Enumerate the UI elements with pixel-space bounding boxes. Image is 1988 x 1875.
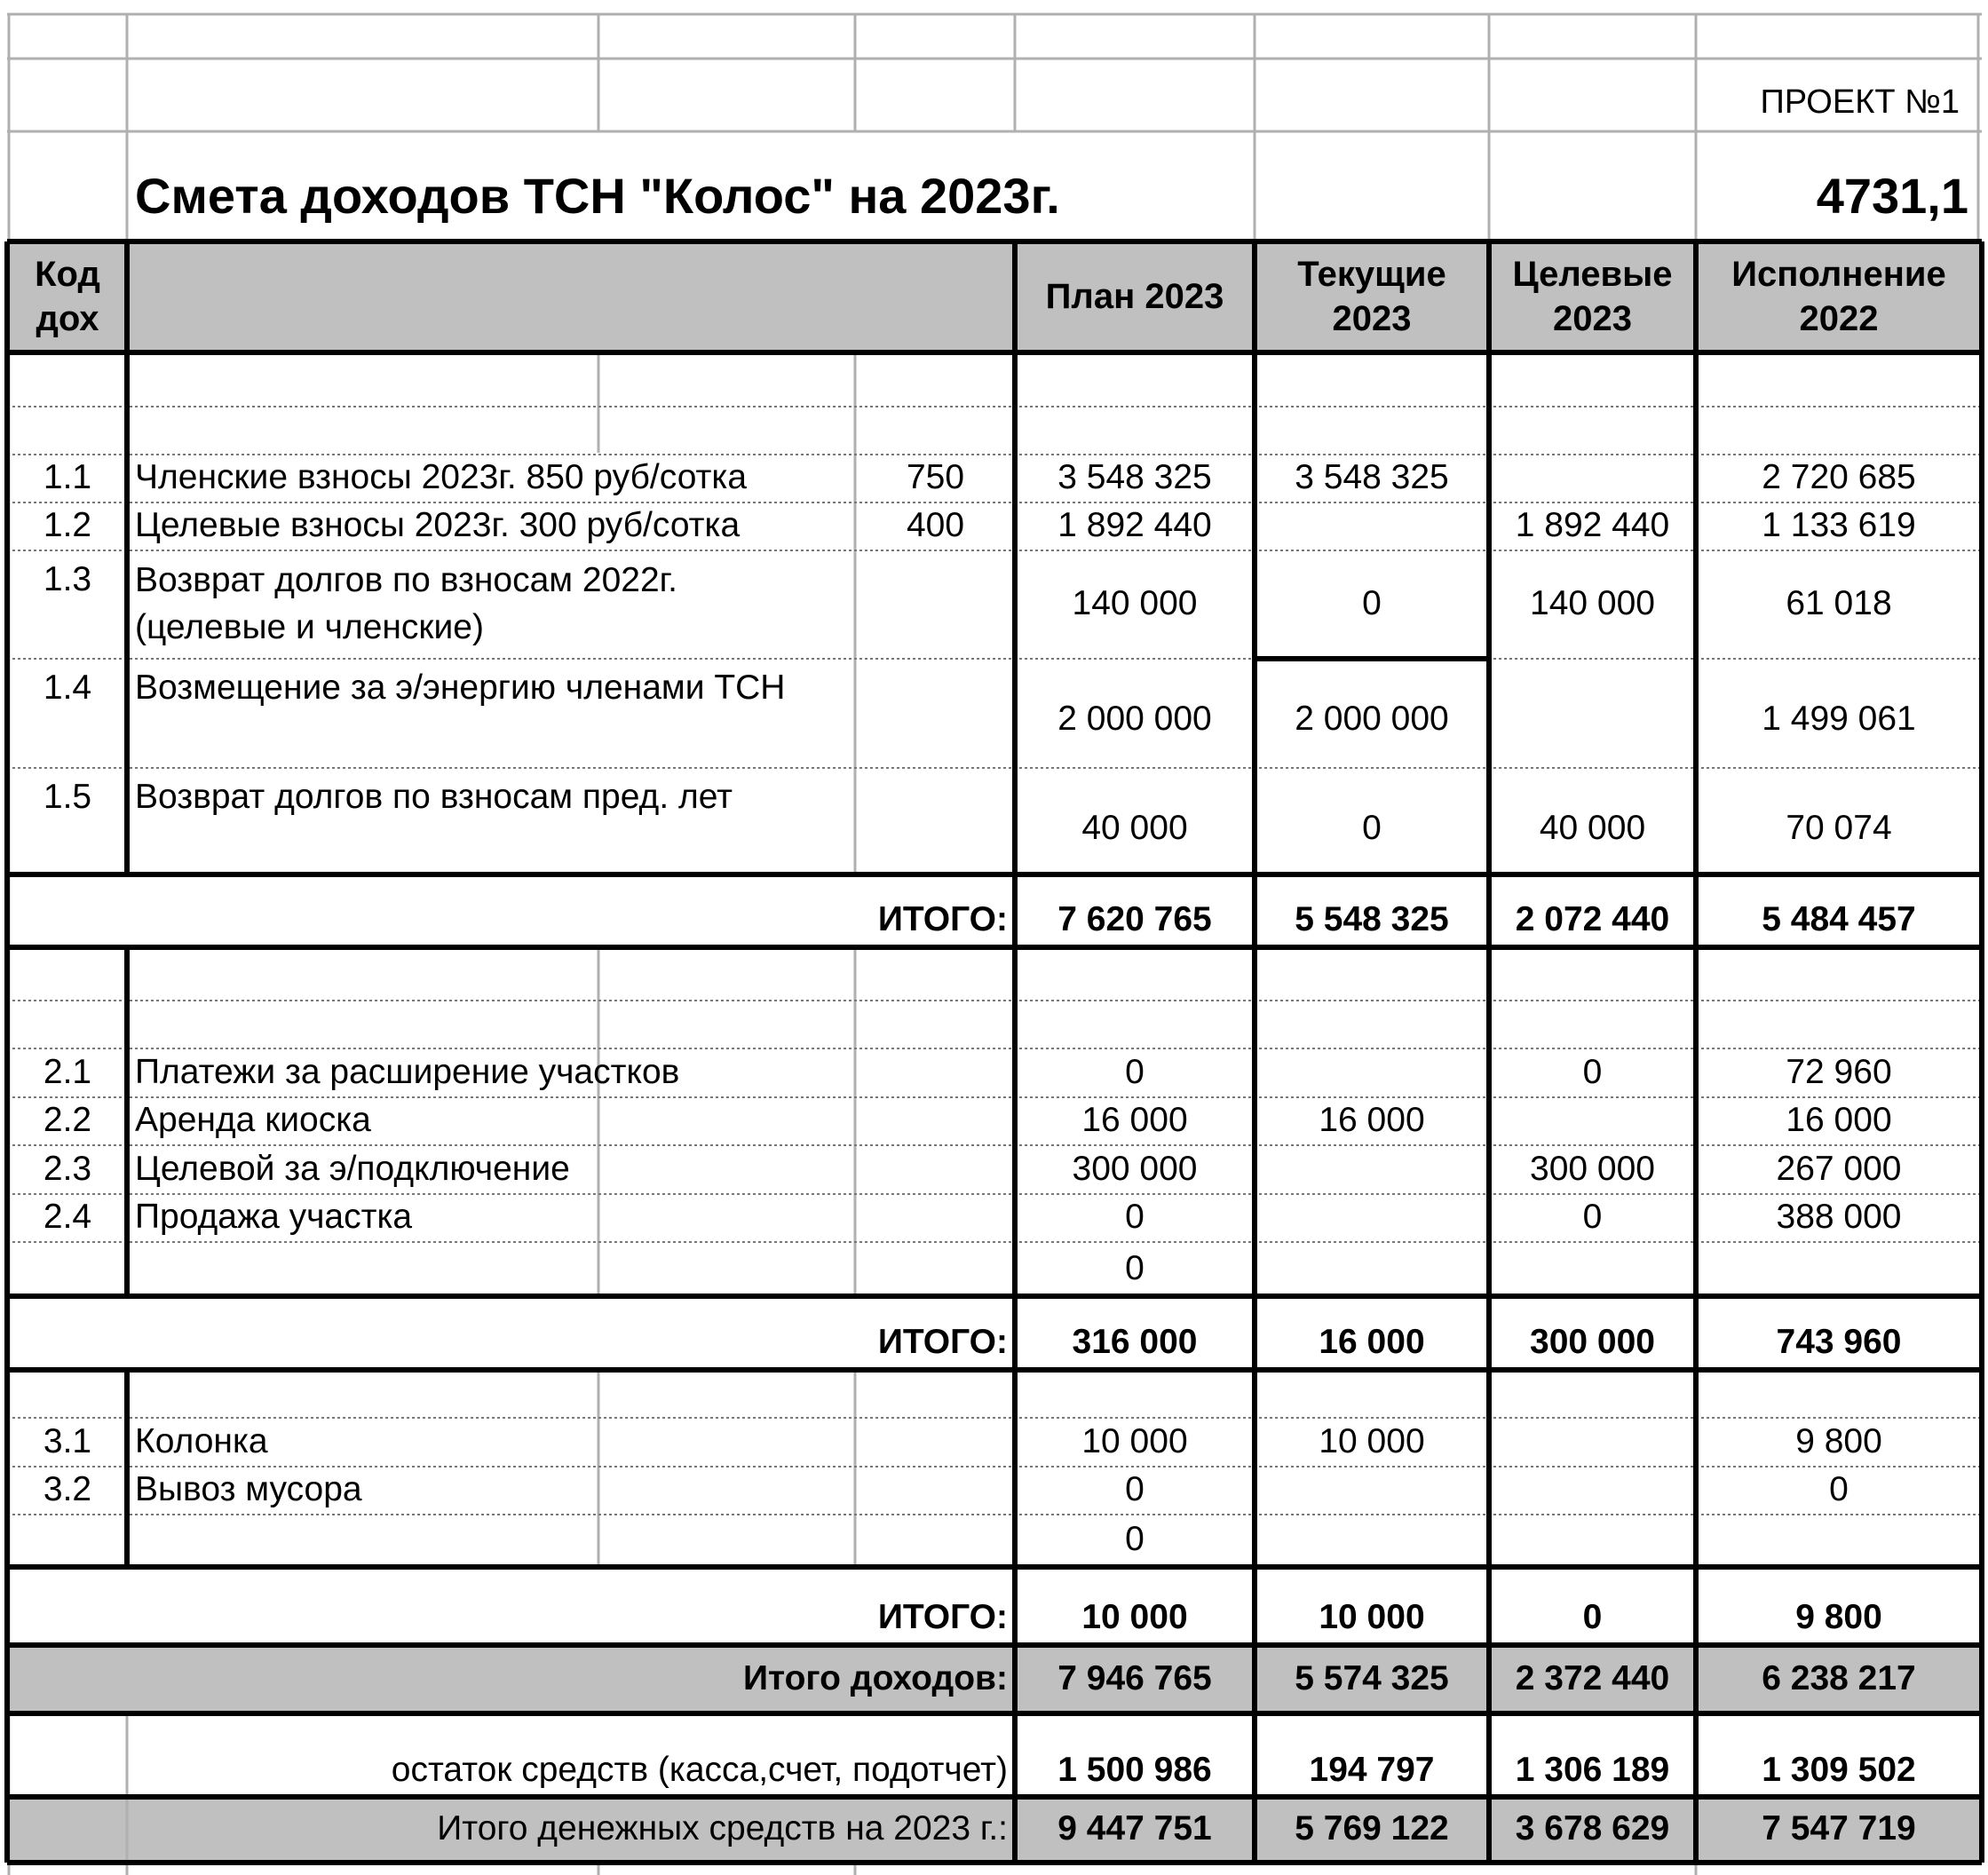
funds-total-plan: 9 447 751 [1057,1809,1212,1848]
row-code: 2.4 [43,1198,92,1237]
section1-total-plan: 7 620 765 [1057,900,1212,939]
project-label: ПРОЕКТ №1 [1760,83,1960,121]
row-target [1492,1097,1693,1145]
row-plan: 2 000 000 [1057,700,1212,739]
row-exec: 9 800 [1795,1422,1882,1461]
row-name: Аренда киоска [135,1101,371,1140]
row-plan: 1 892 440 [1057,506,1212,545]
section3-total-target: 0 [1582,1598,1603,1637]
row-target: 1 892 440 [1515,506,1670,545]
section1-total-exec: 5 484 457 [1762,900,1916,939]
row-plan: 300 000 [1072,1150,1198,1189]
header-exec: Исполнение 2022 [1731,255,1946,338]
row-current: 16 000 [1319,1101,1425,1140]
row-code: 2.1 [43,1053,92,1092]
row-target [1492,1467,1693,1515]
section2-total-exec: 743 960 [1776,1323,1902,1362]
row-target: 300 000 [1530,1150,1655,1189]
balance-exec: 1 309 502 [1762,1751,1916,1790]
row-code: 2.3 [43,1150,92,1189]
row-current: 2 000 000 [1295,700,1449,739]
income-total-exec: 6 238 217 [1762,1658,1916,1697]
row-current: 10 000 [1319,1422,1425,1461]
row-name: Продажа участка [135,1198,413,1237]
row-exec: 2 720 685 [1762,458,1916,497]
row-name: Возмещение за э/энергию членами ТСН [135,669,786,707]
funds-total-label: Итого денежных средств на 2023 г.: [437,1809,1008,1848]
row-exec: 16 000 [1786,1101,1892,1140]
section3-total-plan: 10 000 [1081,1598,1188,1637]
row-exec: 72 960 [1786,1053,1892,1092]
balance-current: 194 797 [1309,1751,1435,1790]
row-code: 1.1 [43,458,92,497]
row-current: 0 [1362,809,1382,848]
row-code: 1.5 [43,778,92,816]
row-qty: 400 [906,506,965,545]
row-target [1492,1418,1693,1467]
section2-total-target: 300 000 [1530,1323,1655,1362]
balance-target: 1 306 189 [1515,1751,1670,1790]
row-name: Вывоз мусора [135,1470,362,1509]
section1-total-label: ИТОГО: [877,900,1008,939]
funds-total-target: 3 678 629 [1515,1809,1670,1848]
section3-total-label: ИТОГО: [877,1598,1008,1637]
header-current: Текущие 2023 [1297,255,1446,338]
section1-total-current: 5 548 325 [1295,900,1449,939]
income-total-plan: 7 946 765 [1057,1658,1212,1697]
section1-total-target: 2 072 440 [1515,900,1670,939]
row-current [1257,1194,1486,1242]
row-plan: 40 000 [1081,809,1188,848]
balance-label: остаток средств (касса,счет, подотчет) [391,1751,1008,1790]
row-target: 0 [1582,1053,1603,1092]
row-name: Возврат долгов по взносам 2022г. (целевые и членские) [135,561,677,646]
row-plan: 3 548 325 [1057,458,1212,497]
row-current [1257,1145,1486,1194]
row-plan: 10 000 [1081,1422,1188,1461]
row-name: Целевые взносы 2023г. 300 руб/сотка [135,506,741,545]
section3-total-exec: 9 800 [1795,1598,1882,1637]
header-plan: План 2023 [1045,277,1224,316]
row-code: 3.2 [43,1470,92,1509]
row-name: Колонка [135,1422,268,1461]
section2-total-current: 16 000 [1319,1323,1425,1362]
row-plan: 0 [1125,1470,1144,1509]
row-name: Платежи за расширение участков [135,1053,680,1092]
row-exec: 1 499 061 [1762,700,1916,739]
row-name: Возврат долгов по взносам пред. лет [135,778,733,816]
income-total-label: Итого доходов: [742,1658,1008,1697]
page-title: Смета доходов ТСН "Колос" на 2023г. [135,168,1060,225]
section3-total-current: 10 000 [1319,1598,1425,1637]
row-current: 3 548 325 [1295,458,1449,497]
header-target: Целевые 2023 [1512,255,1673,338]
title-value: 4731,1 [1816,168,1968,225]
row-plan: 0 [1125,1053,1144,1092]
balance-plan: 1 500 986 [1057,1751,1212,1790]
row-name: Целевой за э/подключение [135,1150,570,1189]
row-exec: 61 018 [1786,583,1892,622]
row-current [1257,502,1486,550]
funds-total-exec: 7 547 719 [1762,1809,1916,1848]
row-exec: 388 000 [1776,1198,1902,1237]
row-target [1492,455,1693,502]
header-code: Код дох [35,255,100,338]
income-total-current: 5 574 325 [1295,1658,1449,1697]
row-exec: 0 [1829,1470,1849,1509]
row-code: 2.2 [43,1101,92,1140]
row-current [1257,1048,1486,1097]
row-plan: 16 000 [1081,1101,1188,1140]
row-code: 1.4 [43,669,92,707]
row-code: 3.1 [43,1422,92,1461]
row-name: Членские взносы 2023г. 850 руб/сотка [135,458,748,497]
row-code: 1.2 [43,506,92,545]
row-target: 40 000 [1539,809,1646,848]
row-plan: 0 [1125,1520,1144,1559]
row-target: 0 [1582,1198,1603,1237]
row-plan: 0 [1125,1249,1144,1288]
row-plan: 0 [1125,1198,1144,1237]
row-exec: 267 000 [1776,1150,1902,1189]
row-exec: 1 133 619 [1762,506,1916,545]
row-target [1492,659,1693,744]
section2-total-plan: 316 000 [1072,1323,1198,1362]
row-plan: 140 000 [1072,583,1198,622]
section2-total-label: ИТОГО: [877,1323,1008,1362]
funds-total-current: 5 769 122 [1295,1809,1449,1848]
income-total-target: 2 372 440 [1515,1658,1670,1697]
row-target: 140 000 [1530,583,1655,622]
row-current: 0 [1362,583,1382,622]
row-current [1257,1467,1486,1515]
row-exec: 70 074 [1786,809,1892,848]
row-qty: 750 [906,458,965,497]
row-code: 1.3 [43,560,92,598]
